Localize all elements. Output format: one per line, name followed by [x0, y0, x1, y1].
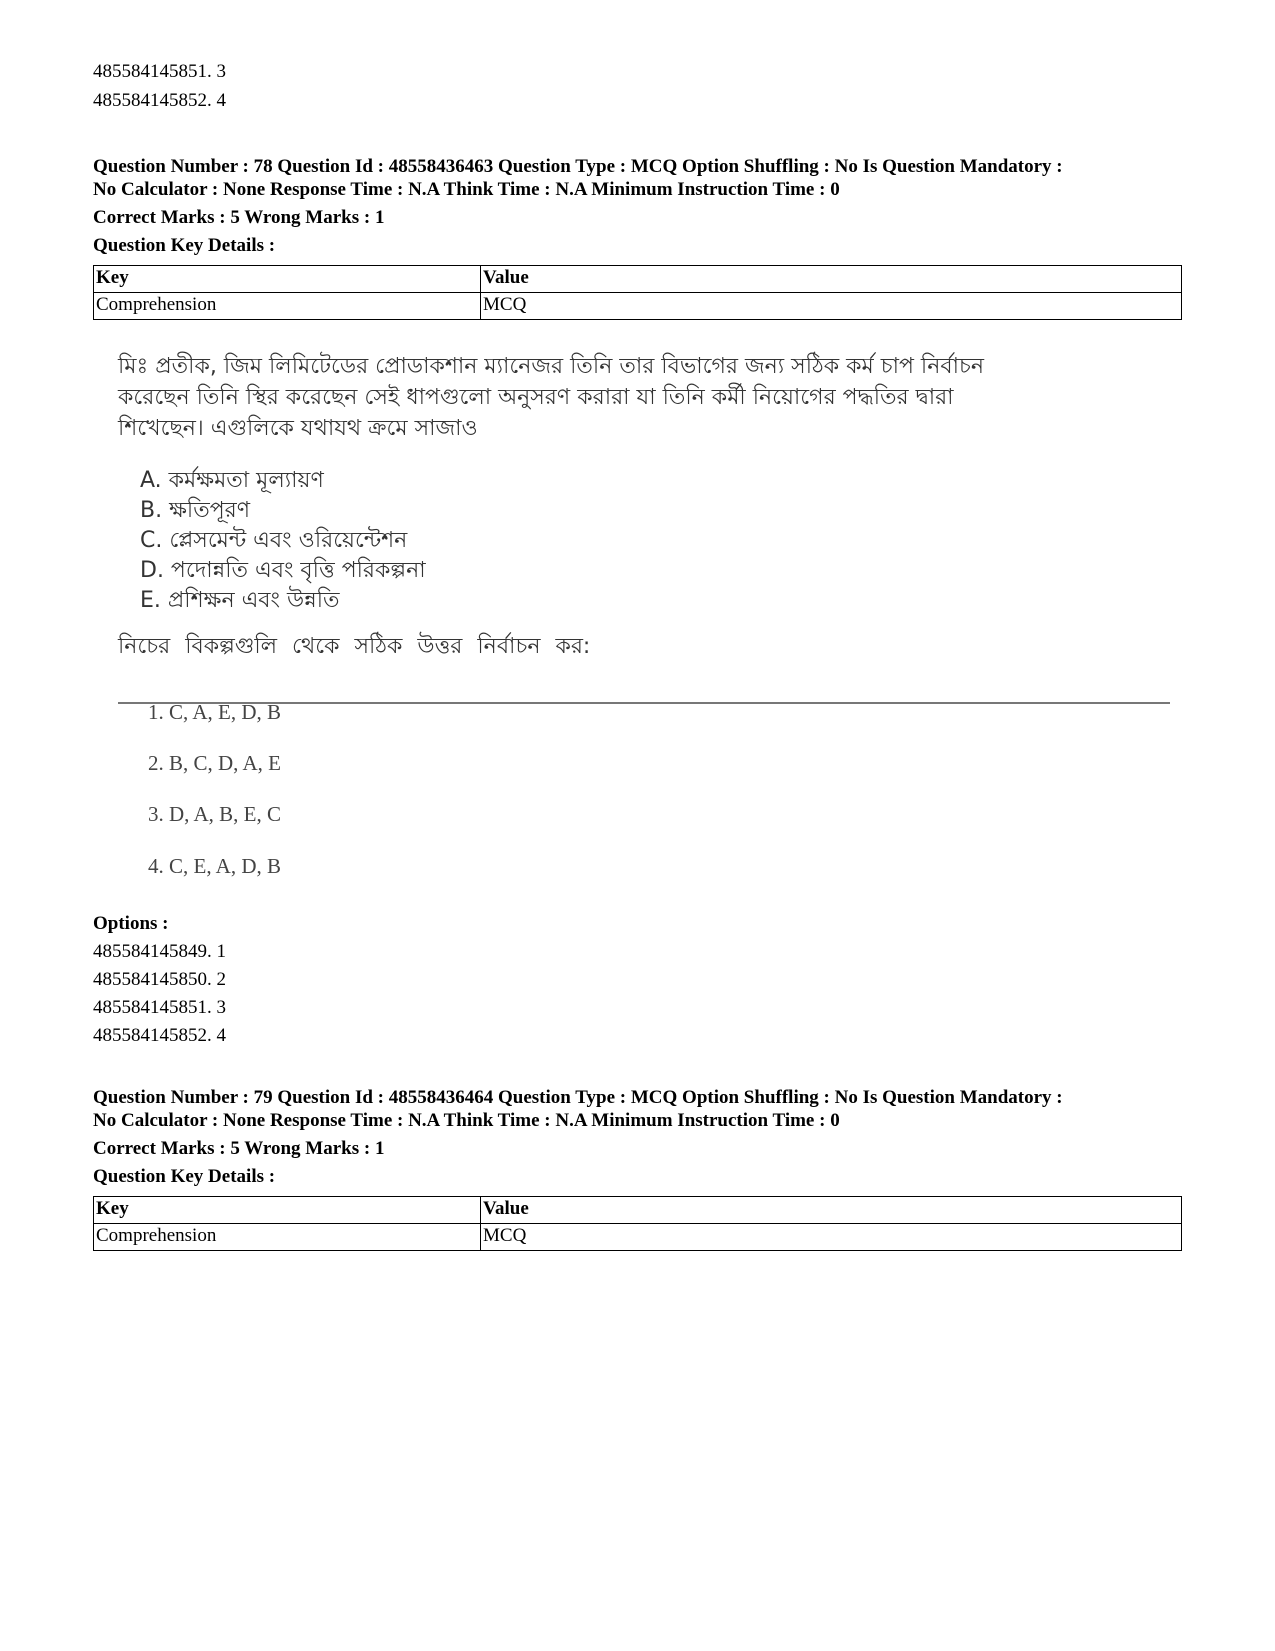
answer-choice: 1. C, A, E, D, B [148, 700, 282, 724]
answer-choice: 4. C, E, A, D, B [148, 854, 282, 878]
option-line: 485584145850. 2 [93, 969, 226, 990]
question-instruction: নিচের বিকল্পগুলি থেকে সঠিক উত্তর নির্বাচন কর: [118, 634, 591, 659]
q79-header-line1: Question Number : 79 Question Id : 48558436464 Question Type : MCQ Option Shuffling : No Is Question Mandatory : [93, 1087, 1063, 1108]
option-line: 485584145851. 3 [93, 997, 226, 1018]
q78-options-label: Options : [93, 913, 169, 934]
q79-marks: Correct Marks : 5 Wrong Marks : 1 [93, 1138, 385, 1159]
table-header-key: Key [94, 266, 481, 293]
question-item: D. পদোন্নতি এবং বৃত্তি পরিকল্পনা [140, 558, 426, 583]
table-header-key: Key [94, 1197, 481, 1224]
question-stem-line: করেছেন তিনি স্থির করেছেন সেই ধাপগুলো অনুসরণ করারা যা তিনি কর্মী নিয়োগের পদ্ধতির দ্বারা [118, 385, 954, 410]
q79-key-table [93, 1196, 1182, 1251]
question-item: E. প্রশিক্ষন এবং উন্নতি [140, 588, 340, 613]
question-item: A. কর্মক্ষমতা মূল্যায়ণ [140, 468, 324, 493]
table-header-row [94, 1197, 1182, 1224]
table-cell-key: Comprehension [94, 293, 481, 320]
table-row [94, 1224, 1182, 1251]
q78-header-line2: No Calculator : None Response Time : N.A Think Time : N.A Minimum Instruction Time : 0 [93, 179, 840, 200]
answer-choice: 3. D, A, B, E, C [148, 802, 282, 826]
option-line: 485584145851. 3 [93, 61, 226, 82]
question-item: C. প্লেসমেন্ট এবং ওরিয়েন্টেশন [140, 528, 408, 553]
answer-choice: 2. B, C, D, A, E [148, 751, 282, 775]
table-header-value: Value [481, 266, 1182, 293]
table-cell-key: Comprehension [94, 1224, 481, 1251]
table-header-row [94, 266, 1182, 293]
table-row [94, 293, 1182, 320]
option-line: 485584145849. 1 [93, 941, 226, 962]
question-stem-line: মিঃ প্রতীক, জিম লিমিটেডের প্রোডাকশান ম্যানেজর তিনি তার বিভাগের জন্য সঠিক কর্ম চাপ নির্বাচন [118, 354, 984, 379]
question-item: B. ক্ষতিপূরণ [140, 498, 251, 523]
option-line: 485584145852. 4 [93, 90, 226, 111]
q79-header-line2: No Calculator : None Response Time : N.A Think Time : N.A Minimum Instruction Time : 0 [93, 1110, 840, 1131]
q78-key-details-label: Question Key Details : [93, 235, 276, 256]
q78-key-table [93, 265, 1182, 320]
question-stem-line: শিখেছেন। এগুলিকে যথাযথ ক্রমে সাজাও [118, 416, 478, 441]
q79-key-details-label: Question Key Details : [93, 1166, 276, 1187]
table-cell-value: MCQ [481, 1224, 1182, 1251]
q78-marks: Correct Marks : 5 Wrong Marks : 1 [93, 207, 385, 228]
table-cell-value: MCQ [481, 293, 1182, 320]
q78-header-line1: Question Number : 78 Question Id : 48558436463 Question Type : MCQ Option Shuffling : No Is Question Mandatory : [93, 156, 1063, 177]
q78-question-image [118, 352, 1178, 930]
table-header-value: Value [481, 1197, 1182, 1224]
option-line: 485584145852. 4 [93, 1025, 226, 1046]
